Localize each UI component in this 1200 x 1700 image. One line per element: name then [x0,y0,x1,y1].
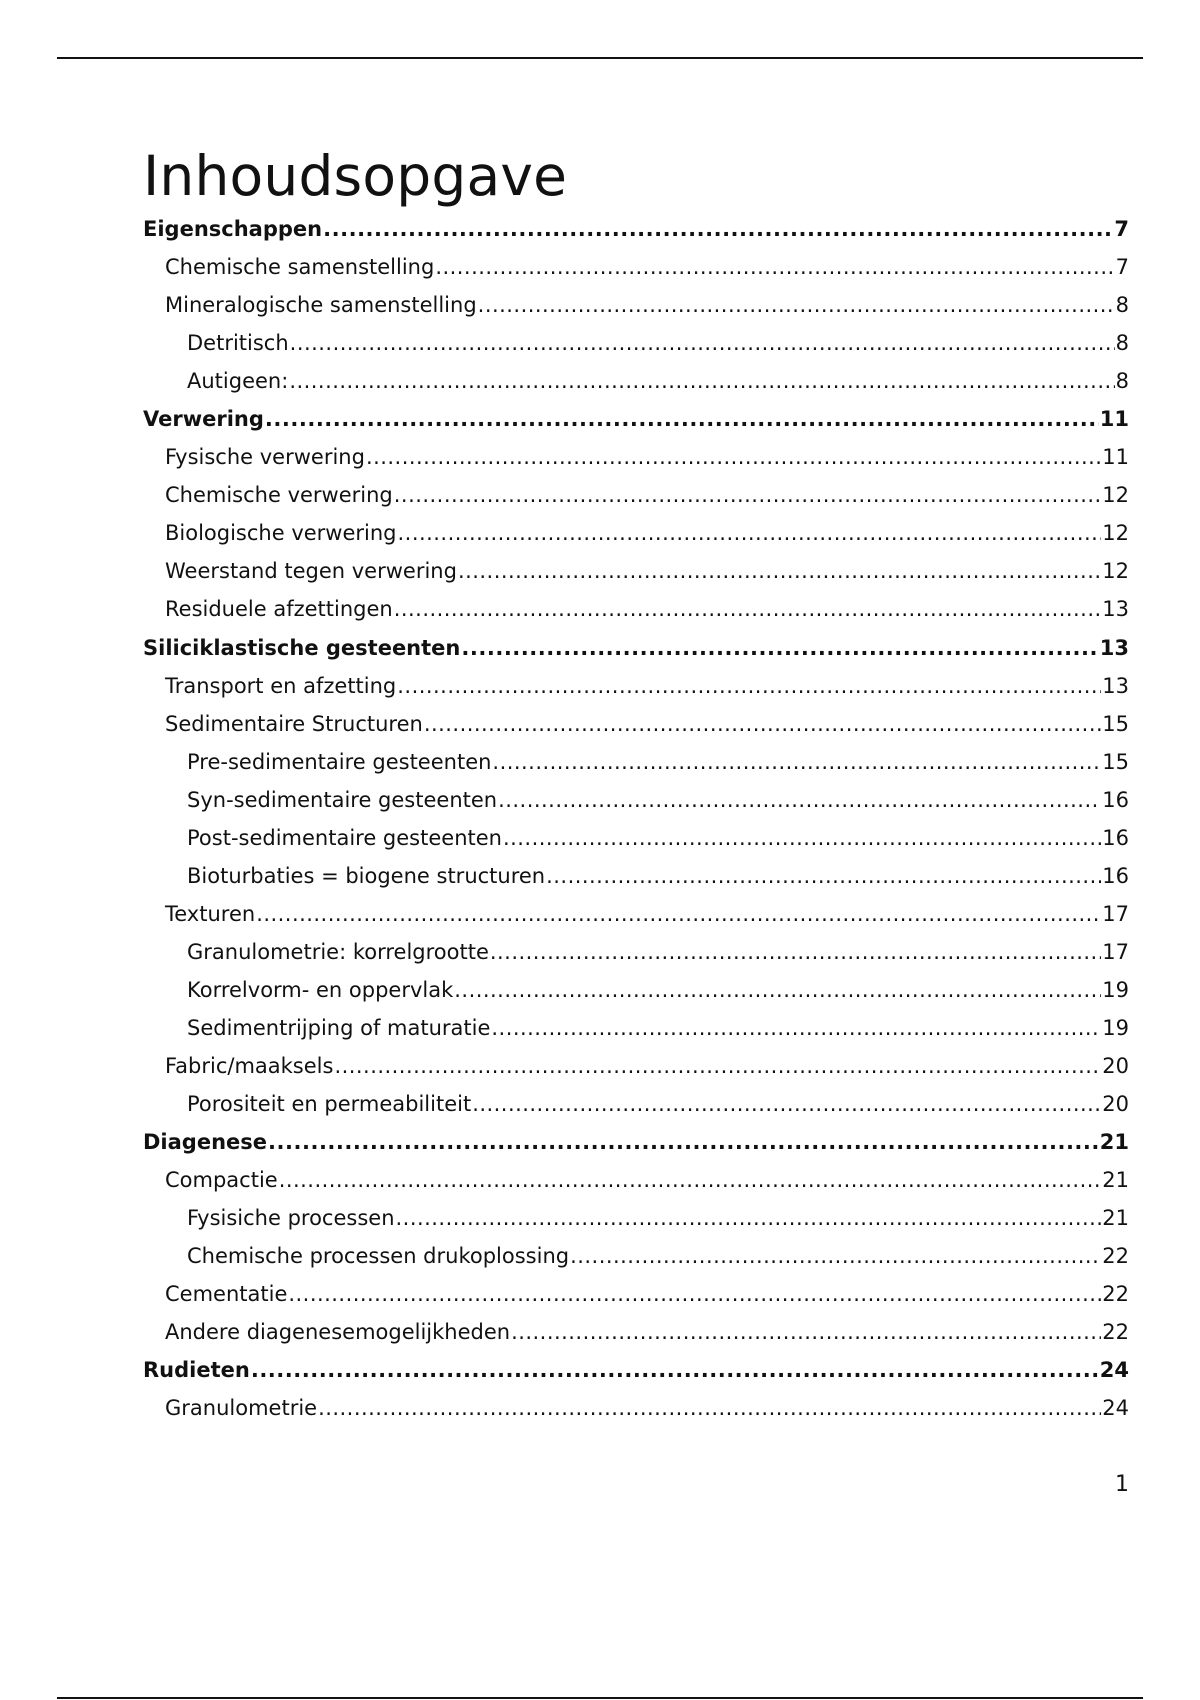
toc-entry-label: Post-sedimentaire gesteenten [187,825,502,850]
toc-entry-label: Diagenese [143,1130,268,1155]
toc-entry-page: 22 [1102,1320,1129,1345]
toc-entry-page: 8 [1115,369,1129,394]
toc-entry[interactable] [143,933,1129,971]
toc-dot-leader [265,400,1099,438]
toc-entry-label: Fysische verwering [165,445,365,470]
toc-entry[interactable] [143,1009,1129,1047]
toc-entry-label: Cementatie [165,1282,288,1307]
toc-entry-page: 20 [1102,1092,1129,1117]
toc-entry-label: Transport en afzetting [165,673,397,698]
toc-dot-leader [424,705,1101,743]
toc-entry-page: 8 [1115,293,1129,318]
toc-entry-label: Compactie [165,1168,278,1193]
table-of-contents [143,210,1129,1428]
toc-entry[interactable] [143,362,1129,400]
toc-entry-label: Syn-sedimentaire gesteenten [187,787,498,812]
toc-dot-leader [498,781,1101,819]
toc-entry[interactable] [143,210,1129,248]
toc-entry[interactable] [143,743,1129,781]
toc-entry-page: 19 [1102,977,1129,1002]
toc-entry-label: Granulometrie: korrelgrootte [187,939,489,964]
toc-dot-leader [503,819,1101,857]
toc-entry-label: Eigenschappen [143,217,323,241]
toc-entry[interactable] [143,1161,1129,1199]
toc-entry-label: Sedimentrijping of maturatie [187,1015,491,1040]
toc-entry[interactable] [143,781,1129,819]
toc-entry-page: 15 [1102,749,1129,774]
toc-entry[interactable] [143,400,1129,438]
toc-entry-page: 20 [1102,1054,1129,1079]
toc-entry[interactable] [143,629,1129,667]
toc-entry-label: Sedimentaire Structuren [165,711,423,736]
toc-dot-leader [570,1237,1101,1275]
toc-entry-label: Korrelvorm- en oppervlak [187,977,454,1002]
toc-entry-page: 17 [1102,939,1129,964]
toc-entry-label: Chemische verwering [165,483,393,508]
toc-entry[interactable] [143,324,1129,362]
toc-entry[interactable] [143,248,1129,286]
toc-entry-page: 21 [1099,1130,1129,1155]
toc-entry-label: Porositeit en permeabiliteit [187,1092,472,1117]
toc-entry-page: 24 [1102,1396,1129,1421]
toc-entry-page: 12 [1102,483,1129,508]
toc-entry[interactable] [143,438,1129,476]
toc-dot-leader [279,1161,1102,1199]
toc-entry[interactable] [143,286,1129,324]
toc-dot-leader [492,743,1101,781]
toc-dot-leader [511,1313,1101,1351]
toc-entry[interactable] [143,514,1129,552]
toc-entry-page: 15 [1102,711,1129,736]
toc-dot-leader [398,514,1102,552]
toc-dot-leader [435,248,1114,286]
toc-dot-leader [491,1009,1101,1047]
toc-entry-page: 19 [1102,1015,1129,1040]
toc-entry-label: Texturen [165,901,256,926]
toc-entry[interactable] [143,1313,1129,1351]
toc-entry-page: 16 [1102,787,1129,812]
toc-entry[interactable] [143,667,1129,705]
toc-entry[interactable] [143,971,1129,1009]
toc-dot-leader [394,590,1102,628]
toc-dot-leader [366,438,1101,476]
toc-entry-label: Weerstand tegen verwering [165,559,457,584]
toc-entry[interactable] [143,819,1129,857]
toc-entry-page: 24 [1099,1358,1129,1383]
toc-dot-leader [472,1085,1101,1123]
toc-entry[interactable] [143,476,1129,514]
toc-dot-leader [454,971,1101,1009]
toc-entry-label: Chemische samenstelling [165,255,435,280]
toc-dot-leader [546,857,1101,895]
toc-dot-leader [251,1351,1099,1389]
toc-dot-leader [394,476,1102,514]
toc-entry-page: 13 [1102,673,1129,698]
toc-dot-leader [490,933,1101,971]
toc-entry[interactable] [143,1351,1129,1389]
toc-entry-page: 13 [1099,635,1129,660]
toc-entry-label: Rudieten [143,1358,250,1383]
toc-dot-leader [478,286,1115,324]
toc-entry[interactable] [143,1199,1129,1237]
toc-entry-label: Granulometrie [165,1396,318,1421]
toc-entry-page: 8 [1115,331,1129,356]
toc-entry-page: 22 [1102,1244,1129,1269]
toc-entry[interactable] [143,552,1129,590]
toc-dot-leader [290,324,1115,362]
toc-dot-leader [461,629,1098,667]
toc-entry-label: Autigeen: [187,369,289,394]
toc-entry[interactable] [143,1237,1129,1275]
toc-entry[interactable] [143,1085,1129,1123]
page-title: Inhoudsopgave [143,144,568,208]
toc-entry-label: Detritisch [187,331,289,356]
toc-entry-page: 22 [1102,1282,1129,1307]
toc-entry-page: 12 [1102,521,1129,546]
footer-rule [57,1697,1143,1699]
toc-entry-page: 16 [1102,863,1129,888]
toc-entry-page: 11 [1099,407,1129,432]
toc-dot-leader [397,667,1101,705]
toc-entry-page: 16 [1102,825,1129,850]
toc-dot-leader [396,1199,1102,1237]
toc-entry-page: 13 [1102,597,1129,622]
toc-entry[interactable] [143,857,1129,895]
toc-entry[interactable] [143,1123,1129,1161]
toc-entry-label: Pre-sedimentaire gesteenten [187,749,492,774]
toc-dot-leader [334,1047,1101,1085]
toc-entry-label: Siliciklastische gesteenten [143,635,461,660]
toc-entry-page: 12 [1102,559,1129,584]
toc-entry[interactable] [143,590,1129,628]
toc-entry-label: Bioturbaties = biogene structuren [187,863,546,888]
toc-dot-leader [318,1389,1101,1427]
toc-entry-page: 17 [1102,901,1129,926]
toc-dot-leader [458,552,1101,590]
toc-entry-page: 7 [1115,255,1129,280]
toc-entry-page: 21 [1102,1206,1129,1231]
toc-entry[interactable] [143,1389,1129,1427]
toc-entry-label: Biologische verwering [165,521,397,546]
toc-entry-label: Fabric/maaksels [165,1054,334,1079]
toc-entry-page: 21 [1102,1168,1129,1193]
header-rule [57,57,1143,59]
toc-entry-label: Verwering [143,407,264,432]
page-number: 1 [1115,1472,1129,1497]
toc-entry-label: Chemische processen drukoplossing [187,1244,570,1269]
toc-entry-label: Residuele afzettingen [165,597,393,622]
toc-dot-leader [256,895,1101,933]
toc-entry[interactable] [143,1047,1129,1085]
toc-entry-label: Fysisiche processen [187,1206,395,1231]
toc-entry-page: 11 [1102,445,1129,470]
toc-dot-leader [289,362,1114,400]
toc-entry-label: Andere diagenesemogelijkheden [165,1320,511,1345]
toc-dot-leader [323,210,1113,248]
toc-entry[interactable] [143,895,1129,933]
toc-entry[interactable] [143,1275,1129,1313]
toc-entry-label: Mineralogische samenstelling [165,293,477,318]
toc-entry[interactable] [143,705,1129,743]
toc-dot-leader [268,1123,1099,1161]
toc-entry-page: 7 [1114,217,1129,241]
toc-dot-leader [288,1275,1101,1313]
